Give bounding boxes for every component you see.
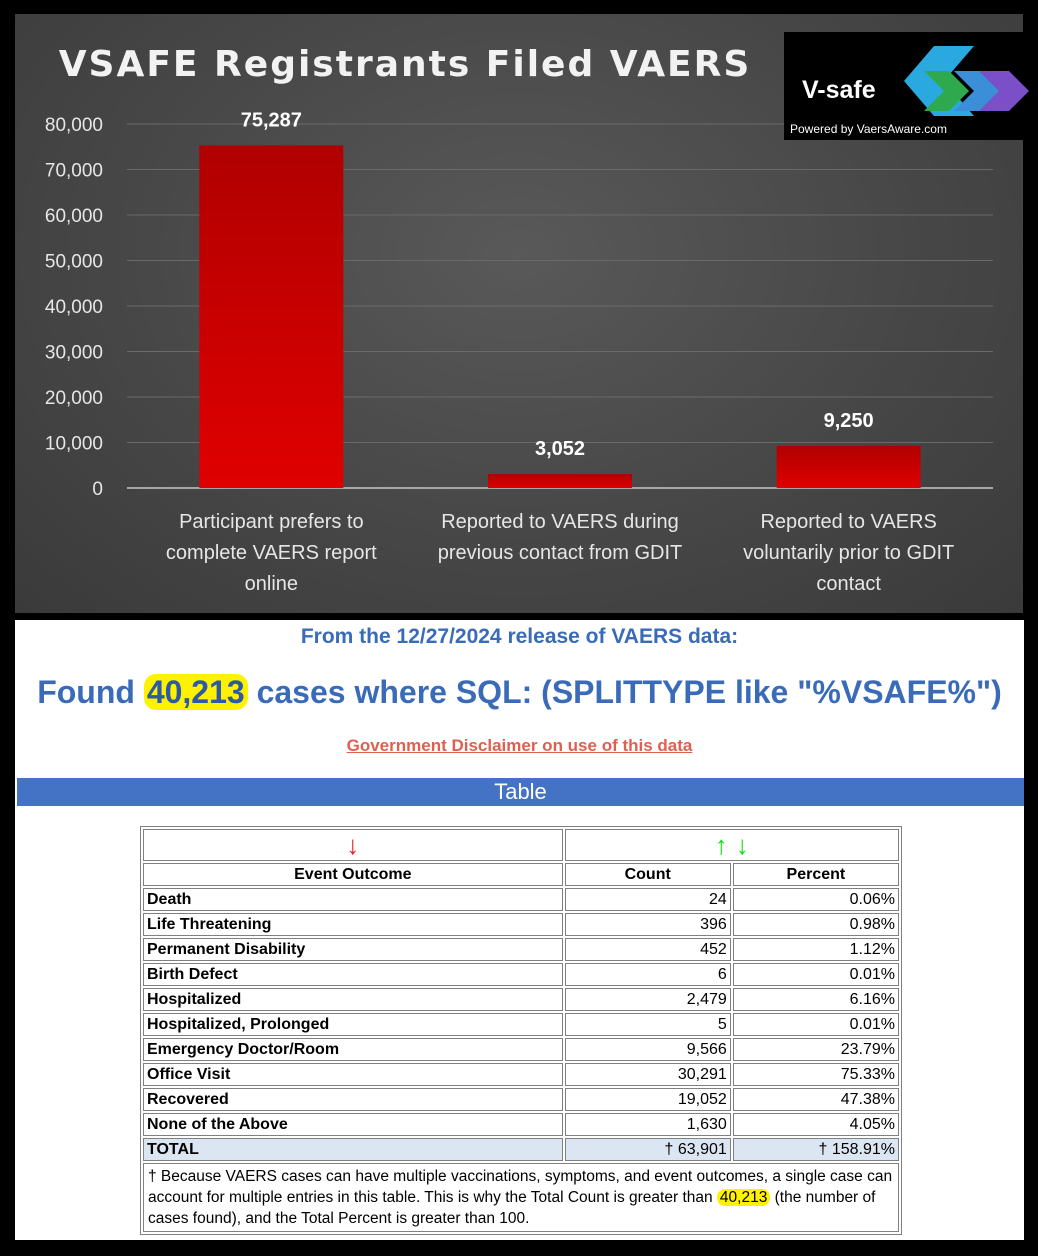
cell-count: 396: [565, 913, 731, 936]
sort-up-arrow-icon[interactable]: ↑: [714, 829, 728, 860]
cell-outcome: Office Visit: [143, 1063, 563, 1086]
cell-count: 24: [565, 888, 731, 911]
footnote-text-after: (the number of cases found), and the Total Percent is greater than 100.: [148, 1189, 876, 1227]
cell-outcome: None of the Above: [143, 1113, 563, 1136]
y-tick-label: 10,000: [44, 433, 103, 455]
category-label: online: [244, 573, 299, 595]
data-label: 3,052: [534, 438, 586, 461]
outcome-table: [140, 826, 902, 1235]
cell-percent: 4.05%: [733, 1113, 899, 1136]
cell-percent: 1.12%: [733, 938, 899, 961]
total-label: TOTAL: [143, 1138, 563, 1161]
y-tick-label: 70,000: [44, 160, 103, 182]
found-suffix: cases where SQL: (SPLITTYPE like "%VSAFE%"): [247, 674, 1002, 710]
cell-percent: 47.38%: [733, 1088, 899, 1111]
total-percent: † 158.91%: [733, 1138, 899, 1161]
total-count: † 63,901: [565, 1138, 731, 1161]
table-row: [143, 988, 899, 1011]
cell-count: 9,566: [565, 1038, 731, 1061]
outcome-sort-cell[interactable]: [143, 829, 563, 861]
data-label: 75,287: [240, 109, 302, 132]
table-section-bar: Table: [17, 778, 1024, 806]
bar: [777, 446, 921, 488]
category-label: voluntarily prior to GDIT: [743, 542, 955, 564]
cell-percent: 6.16%: [733, 988, 899, 1011]
table-row: [143, 1013, 899, 1036]
sort-down-arrow-icon[interactable]: ↓: [346, 829, 360, 860]
cell-count: 5: [565, 1013, 731, 1036]
cell-percent: 0.01%: [733, 963, 899, 986]
bar: [488, 474, 632, 488]
table-row: [143, 1088, 899, 1111]
y-tick-label: 20,000: [44, 388, 103, 409]
cell-percent: 23.79%: [733, 1038, 899, 1061]
table-row: [143, 1113, 899, 1136]
count-sort-cell[interactable]: [565, 829, 899, 861]
y-tick-label: 50,000: [44, 251, 103, 273]
cell-outcome: Permanent Disability: [143, 938, 563, 961]
category-label: previous contact from GDIT: [437, 542, 683, 564]
found-count-highlight: 40,213: [144, 674, 248, 710]
cell-count: 19,052: [565, 1088, 731, 1111]
table-row: [143, 963, 899, 986]
table-row: [143, 913, 899, 936]
data-label: 9,250: [823, 409, 874, 432]
category-label: Reported to VAERS during: [441, 511, 679, 533]
vaers-results-page: [15, 620, 1024, 1240]
category-label: contact: [816, 573, 881, 595]
bar: [199, 145, 343, 488]
chevron-arrows-icon: [894, 36, 1034, 126]
chart-title: VSAFE Registrants Filed VAERS: [58, 44, 752, 85]
cell-outcome: Emergency Doctor/Room: [143, 1038, 563, 1061]
table-row: [143, 1038, 899, 1061]
cell-outcome: Hospitalized: [143, 988, 563, 1011]
cell-count: 1,630: [565, 1113, 731, 1136]
y-tick-label: 80,000: [44, 115, 103, 136]
release-heading: From the 12/27/2024 release of VAERS data:: [300, 625, 739, 648]
cell-count: 30,291: [565, 1063, 731, 1086]
sort-down-green-arrow-icon[interactable]: ↓: [735, 829, 749, 860]
y-tick-label: 30,000: [44, 342, 103, 364]
logo-brand: V-safe: [802, 76, 876, 104]
footnote-count-highlight: 40,213: [717, 1189, 770, 1206]
cell-percent: 0.01%: [733, 1013, 899, 1036]
disclaimer-link[interactable]: Government Disclaimer on use of this data: [346, 736, 693, 755]
y-tick-label: 60,000: [44, 206, 103, 227]
cell-percent: 75.33%: [733, 1063, 899, 1086]
category-label: Reported to VAERS: [760, 511, 937, 533]
cell-percent: 0.98%: [733, 913, 899, 936]
y-tick-label: 0: [92, 479, 103, 500]
y-tick-label: 40,000: [44, 297, 103, 318]
header-percent: Percent: [733, 863, 899, 886]
table-row: [143, 938, 899, 961]
vsafe-logo: [784, 32, 1034, 140]
header-count: Count: [565, 863, 731, 886]
cell-count: 2,479: [565, 988, 731, 1011]
cell-count: 452: [565, 938, 731, 961]
cell-outcome: Birth Defect: [143, 963, 563, 986]
table-rows: [143, 888, 899, 1136]
chart-panel: [15, 14, 1023, 613]
cell-outcome: Death: [143, 888, 563, 911]
table-row: [143, 888, 899, 911]
table-footnote: [143, 1163, 899, 1232]
cell-count: 6: [565, 963, 731, 986]
category-label: Participant prefers to: [179, 511, 364, 533]
cell-outcome: Hospitalized, Prolonged: [143, 1013, 563, 1036]
cell-percent: 0.06%: [733, 888, 899, 911]
found-prefix: Found: [37, 674, 144, 710]
footnote-text-before: † Because VAERS cases can have multiple vaccinations, symptoms, and event outcomes, a single case can account for multiple entries in this table. This is why the Total Count is greater than: [148, 1168, 893, 1206]
category-label: complete VAERS report: [165, 542, 377, 564]
logo-tagline: Powered by VaersAware.com: [790, 122, 947, 136]
header-event-outcome: Event Outcome: [143, 863, 563, 886]
found-heading: [15, 674, 1024, 711]
cell-outcome: Life Threatening: [143, 913, 563, 936]
table-row: [143, 1063, 899, 1086]
cell-outcome: Recovered: [143, 1088, 563, 1111]
